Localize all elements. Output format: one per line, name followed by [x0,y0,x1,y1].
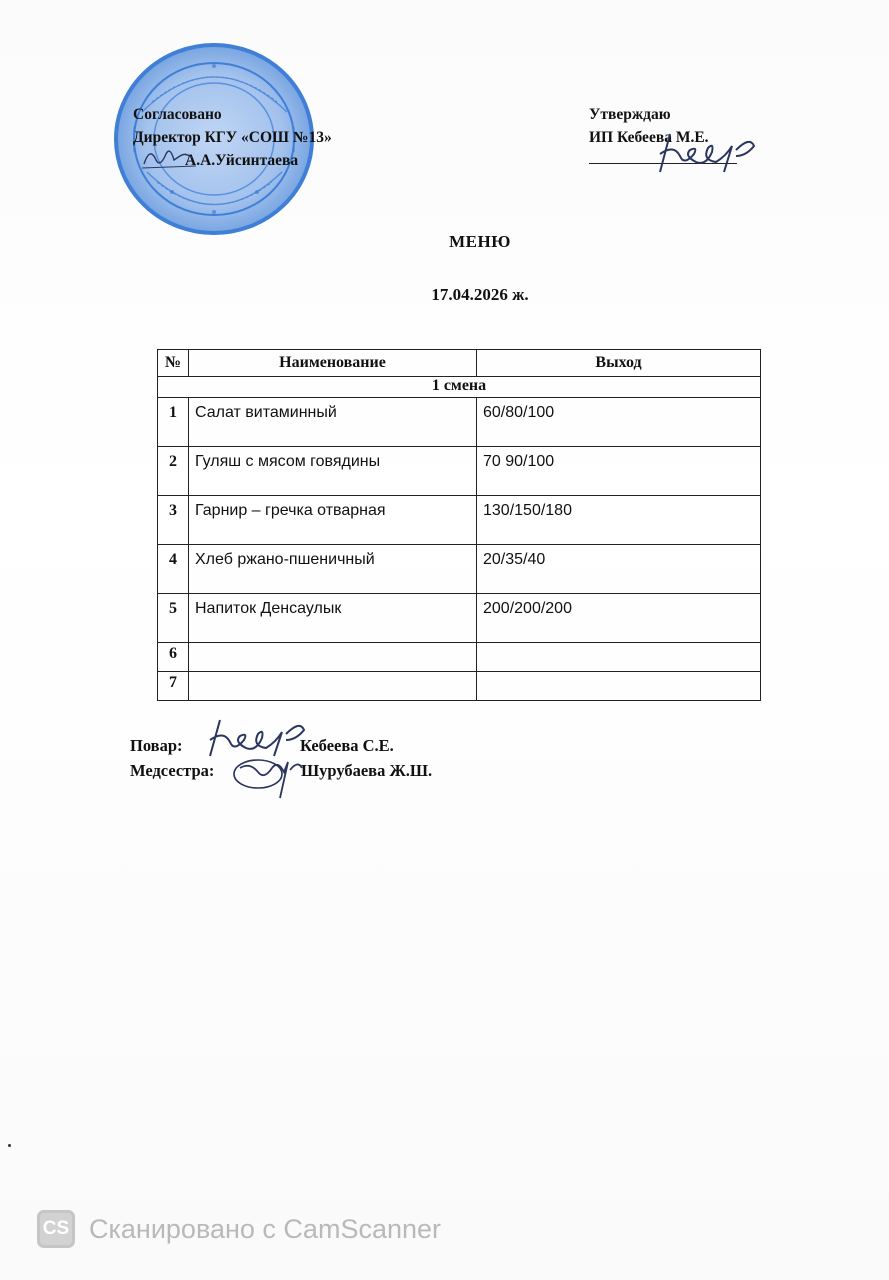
director-signature [140,142,200,172]
dish-yield: 70 90/100 [477,447,761,496]
shift-label: 1 смена [158,377,761,398]
table-row [158,672,761,701]
nurse-label: Медсестра: [130,761,215,780]
row-number: 4 [158,545,189,594]
row-number: 3 [158,496,189,545]
camscanner-logo-icon: CS [37,1210,75,1248]
table-row [158,398,761,447]
header-number: № [158,350,189,377]
approver-signature [650,126,760,181]
dish-name: Гуляш с мясом говядины [189,447,477,496]
document-date: 17.04.2026 ж. [431,285,529,304]
dish-name [189,643,477,672]
table-row [158,447,761,496]
dish-name: Хлеб ржано-пшеничный [189,545,477,594]
director-title: Директор КГУ «СОШ №13» [133,129,332,146]
table-row [158,545,761,594]
row-number: 5 [158,594,189,643]
dish-yield [477,643,761,672]
dish-yield: 130/150/180 [477,496,761,545]
dish-yield: 60/80/100 [477,398,761,447]
dish-yield [477,672,761,701]
agreed-label: Согласовано [133,106,222,123]
table-header-row [158,350,761,377]
dish-name: Салат витаминный [189,398,477,447]
dish-name: Напиток Денсаулык [189,594,477,643]
table-row [158,496,761,545]
director-name: А.А.Уйсинтаева [185,152,299,169]
shift-row [158,377,761,398]
dish-yield: 20/35/40 [477,545,761,594]
row-number: 2 [158,447,189,496]
nurse-signature [228,752,308,802]
row-number: 1 [158,398,189,447]
table-row [158,594,761,643]
scan-speck [8,1144,11,1147]
approve-label: Утверждаю [589,106,671,123]
camscanner-watermark [37,1210,441,1248]
dish-yield: 200/200/200 [477,594,761,643]
dish-name: Гарнир – гречка отварная [189,496,477,545]
cook-name: Кебеева С.Е. [300,736,394,755]
header-name: Наименование [189,350,477,377]
row-number: 6 [158,643,189,672]
watermark-text: Сканировано с CamScanner [89,1213,442,1244]
nurse-name: Шурубаева Ж.Ш. [301,761,433,780]
row-number: 7 [158,672,189,701]
cook-label: Повар: [130,736,183,755]
dish-name [189,672,477,701]
approver-name: ИП Кебеева М.Е. [589,129,709,146]
document-title: МЕНЮ [449,232,511,251]
menu-table [157,349,761,701]
table-row [158,643,761,672]
header-yield: Выход [477,350,761,377]
